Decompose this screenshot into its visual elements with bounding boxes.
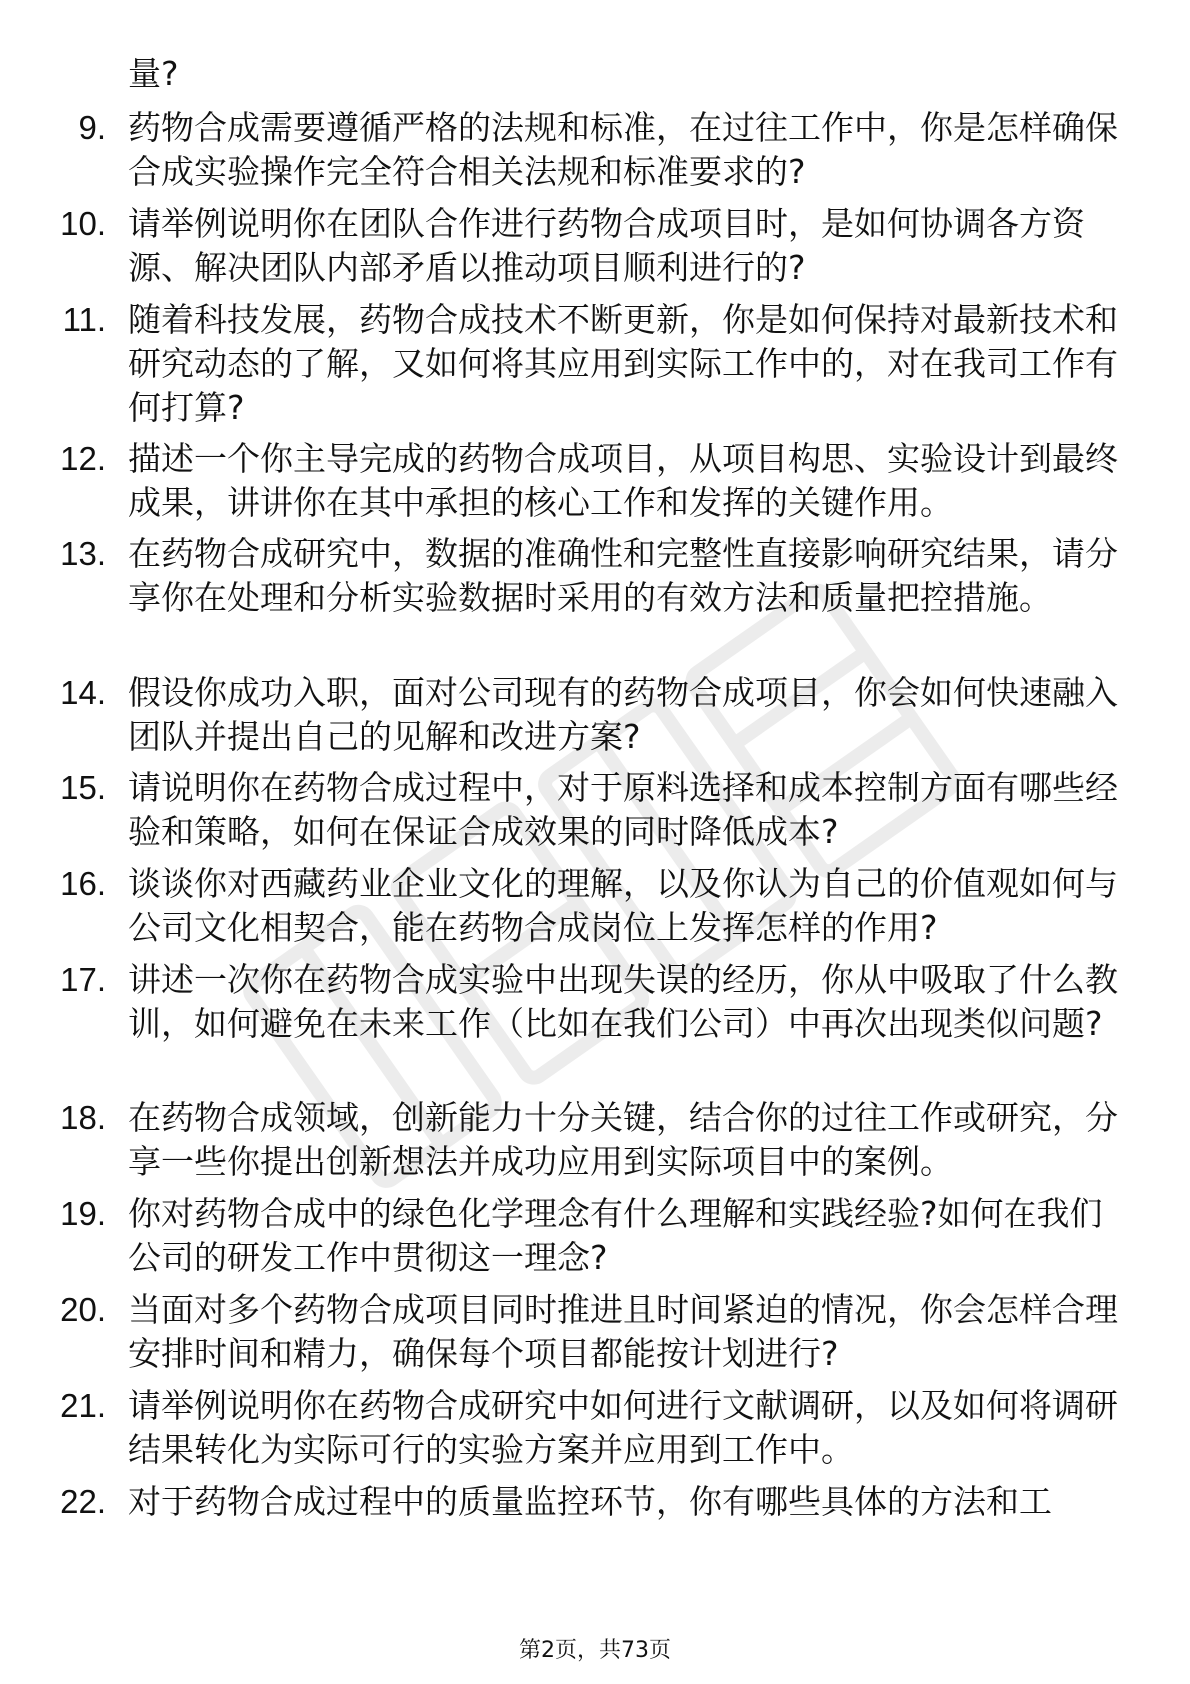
item-number: 15. (60, 769, 106, 806)
item-number: 19. (60, 1195, 106, 1232)
item-text: 随着科技发展，药物合成技术不断更新，你是如何保持对最新技术和研究动态的了解，又如何将其应用到实际工作中的，对在我司工作有何打算? (128, 300, 1118, 427)
item-number: 10. (60, 205, 106, 242)
item-number: 14. (60, 674, 106, 711)
continuation-text: 量? (128, 54, 179, 93)
item-text: 在药物合成领域，创新能力十分关键，结合你的过往工作或研究，分享一些你提出创新想法并成功应用到实际项目中的案例。 (128, 1098, 1118, 1181)
item-text: 请说明你在药物合成过程中，对于原料选择和成本控制方面有哪些经验和策略，如何在保证合成效果的同时降低成本? (128, 768, 1118, 851)
item-number: 20. (60, 1291, 106, 1328)
item-text: 假设你成功入职，面对公司现有的药物合成项目，你会如何快速融入团队并提出自己的见解和改进方案? (128, 673, 1118, 756)
item-number: 22. (60, 1483, 106, 1520)
item-text: 当面对多个药物合成项目同时推进且时间紧迫的情况，你会怎样合理安排时间和精力，确保每个项目都能按计划进行? (128, 1290, 1118, 1373)
item-text: 请举例说明你在药物合成研究中如何进行文献调研，以及如何将调研结果转化为实际可行的实验方案并应用到工作中。 (128, 1386, 1118, 1469)
item-number: 16. (60, 865, 106, 902)
item-text: 对于药物合成过程中的质量监控环节，你有哪些具体的方法和工 (128, 1482, 1052, 1521)
item-text: 你对药物合成中的绿色化学理念有什么理解和实践经验?如何在我们公司的研发工作中贯彻这一理念? (128, 1194, 1103, 1277)
item-number: 18. (60, 1099, 106, 1136)
page-footer: 第2页，共73页 (519, 1638, 671, 1663)
item-number: 11. (62, 301, 106, 338)
item-number: 13. (60, 535, 106, 572)
item-number: 9. (78, 109, 106, 146)
item-number: 21. (60, 1387, 106, 1424)
item-text: 在药物合成研究中，数据的准确性和完整性直接影响研究结果，请分享你在处理和分析实验数据时采用的有效方法和质量把控措施。 (128, 534, 1118, 617)
item-text: 描述一个你主导完成的药物合成项目，从项目构思、实验设计到最终成果，讲讲你在其中承担的核心工作和发挥的关键作用。 (128, 439, 1118, 522)
item-text: 谈谈你对西藏药业企业文化的理解，以及你认为自己的价值观如何与公司文化相契合，能在药物合成岗位上发挥怎样的作用? (128, 864, 1118, 947)
item-text: 讲述一次你在药物合成实验中出现失误的经历，你从中吸取了什么教训，如何避免在未来工作（比如在我们公司）中再次出现类似问题? (128, 960, 1118, 1043)
item-text: 药物合成需要遵循严格的法规和标准，在过往工作中，你是怎样确保合成实验操作完全符合相关法规和标准要求的? (128, 108, 1118, 191)
item-number: 17. (60, 961, 106, 998)
item-number: 12. (60, 440, 106, 477)
item-text: 请举例说明你在团队合作进行药物合成项目时，是如何协调各方资源、解决团队内部矛盾以推动项目顺利进行的? (128, 204, 1085, 287)
